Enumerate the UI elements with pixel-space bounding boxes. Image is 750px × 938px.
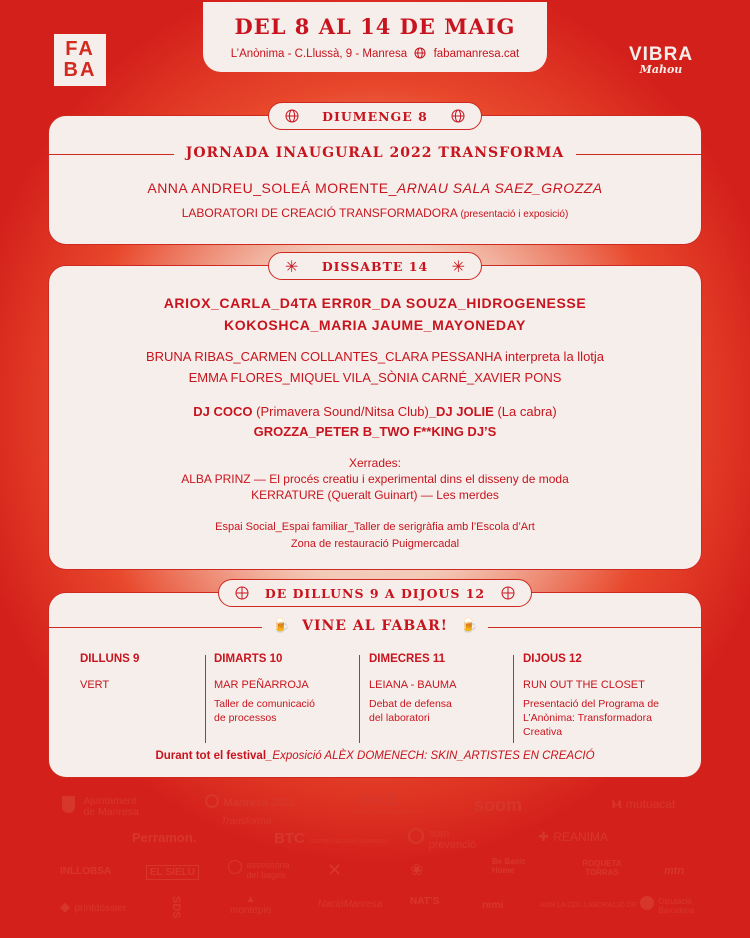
talk1-name: ALBA PRINZ [181,472,251,486]
day-activity: RUN OUT THE CLOSET [523,679,645,691]
collab-label: AMB LA COL·LABORACIÓ DE: [540,902,639,909]
talk2 [0,488,750,502]
weekday-grid [80,653,680,745]
montepio-icon: ▲ [245,894,256,905]
sunday-pill-label: DIUMENGE 8 [322,108,428,124]
sunday-title: JORNADA INAUGURAL 2022 TRANSFORMA [174,145,577,161]
uve-subtitle: Route to market data intelligence [350,810,424,816]
talk2-name: KERRATURE (Queralt Guinart) [251,488,418,502]
column-divider [205,655,206,743]
btc-subtitle: CENTRE D’ESTUDIS SUPERIORS [309,839,389,845]
transforma-text: Transforma [221,816,272,827]
diamond-icon: ◆ [60,899,70,914]
somprevencio-line2: prevenció [428,839,477,851]
mahou-text: Mahou [639,63,683,76]
mutuacat-text: mutuacat [625,797,676,811]
vibra-mahou-logo [624,44,698,76]
day-label: DIJOUS 12 [523,653,582,665]
reanima-logo [538,828,608,846]
exhibition-text: _Exposició ALÈX DOMENECH: SKIN_ARTISTES EN CREACIÓ [266,750,595,762]
manresa2022-logo [205,793,296,829]
saturday-extra2: Zona de restauració Puigmercadal [290,538,460,550]
day-monday [80,653,200,691]
sds-logo: SDS [170,896,182,919]
website-link[interactable]: fabamanresa.cat [433,48,520,60]
talk1-desc: — El procés creatiu i experimental dins el disseny de moda [250,472,569,486]
sparkle-icon: ✳ [451,259,465,276]
badge-icon: ❀ [410,862,424,879]
mtn-logo: mtn [664,865,685,877]
saturday-pill-label: DISSABTE 14 [321,258,429,274]
saturday-djs [0,404,750,419]
nacio-logo: NacióManresa [318,899,383,910]
sunday-lab-note: (presentació i exposició) [460,209,569,220]
talk1 [0,472,750,486]
uve-logo [350,790,424,816]
diputacio-logo [640,896,694,918]
globe-icon [285,109,299,128]
day-wednesday [369,653,509,725]
faba-logo [54,34,106,86]
festival-exhibition [0,750,750,762]
btc-text: BTC [274,830,305,847]
sunday-artists-b: ARNAU SALA SAEZ_GROZZA [396,180,603,196]
shield-icon [62,796,75,813]
sunday-pill [268,102,482,130]
vibra-text: VIBRA [628,44,694,65]
day-label: DIMECRES 11 [369,653,446,665]
day-activity: LEIANA - BAUMA [369,679,457,691]
saturday-line3: BRUNA RIBAS_CARMEN COLLANTES_CLARA PESSANHA interpreta la llotja [145,349,605,364]
fabar-box [262,617,488,634]
day-description: Taller de comunicació de processos [214,698,315,724]
day-description: Presentació del Programa de L’Anònima: Transformadora Creativa [523,698,659,738]
sunday-lab-title: LABORATORI DE CREACIÓ TRANSFORMADORA [181,206,458,220]
faba-logo-text: FABA [63,38,97,81]
sunday-lab [0,206,750,220]
montepio-text: montepio [230,905,272,916]
weekdays-pill [218,579,532,607]
somprevencio-logo [408,828,476,853]
saturday-extra1: Espai Social_Espai familiar_Taller de serigràfia amb l’Escola d’Art [215,521,535,533]
inllobsa-logo: INLLOBSA [60,866,112,877]
day-tuesday [214,653,354,725]
cross-icon: ✚ [538,829,549,844]
roqueta-logo: ROQUETA TORRAS [582,859,622,877]
day-thursday [523,653,683,739]
day-description: Debat de defensa del laboratori [369,698,452,724]
sunday-artists-a: ANNA ANDREU_SOLEÁ MORENTE_ [147,180,397,196]
assessoria-logo [228,860,289,883]
day-activity: VERT [80,679,110,691]
venue-address: L’Anònima - C.Llussà, 9 - Manresa [230,48,408,60]
montepio-logo [230,894,271,916]
diputacio-line2: Barcelona [658,906,695,915]
header-info [203,47,547,62]
dj2-note: (La cabra) [497,404,557,419]
column-divider [513,655,514,743]
somprevencio-line1: som [428,828,450,840]
reanima-text: REANIMA [553,830,609,844]
beer-icon: 🍺 [272,617,290,633]
mutuacat-icon: ⲙ [612,795,622,812]
ajuntament-logo [62,796,139,818]
printdossier-text: printdossier [74,903,127,914]
assessoria-line1: assessoria [246,860,290,870]
ajuntament-line2: de Manresa [83,806,139,818]
dj1-name: DJ COCO [193,404,253,419]
bebasic-logo: Be Basic Home [492,857,526,875]
weekdays-pill-label: DE DILLUNS 9 A DIJOUS 12 [264,585,486,601]
printdossier-logo [60,898,126,916]
saturday-pill [268,252,482,280]
target-icon [235,586,249,605]
festival-dates: DEL 8 AL 14 DE MAIG [234,14,516,39]
beer-icon: 🍺 [460,617,478,633]
exhibition-label: Durant tot el festival [155,750,267,762]
saturday-line4: EMMA FLORES_MIQUEL VILA_SÒNIA CARNÉ_XAVIER PONS [188,370,562,385]
dj2-name: _DJ JOLIE [428,404,494,419]
circle-icon [228,860,242,874]
perramon-logo: Perramon. [132,830,197,845]
saturday-line2: KOKOSHCA_MARIA JAUME_MAYONEDAY [224,317,526,333]
soom-logo: soom [474,795,523,815]
dj1-note: (Primavera Sound/Nitsa Club) [256,404,429,419]
fabar-title: VINE AL FABAR! [302,618,448,634]
globe-icon [451,109,465,128]
diputacio-line1: Diputació [658,897,692,906]
manresa2022-text: Manresa 2022 [223,797,296,809]
header-box [203,2,547,72]
circle-icon [205,794,219,808]
circle-icon [408,828,424,844]
column-divider [359,655,360,743]
uve-text: UVE [361,790,399,809]
nats-logo: NAT’S [410,896,440,907]
mutuacat-logo [612,795,675,813]
fabar-wrap [0,617,750,635]
day-label: DILLUNS 9 [80,653,140,665]
ajuntament-line1: Ajuntament [83,795,137,807]
sunday-artists [0,180,750,196]
saturday-line1: ARIOX_CARLA_D4TA ERR0R_DA SOUZA_HIDROGENESSE [163,295,587,311]
day-activity: MAR PEÑARROJA [214,679,309,691]
crossed-tools-icon: ✕ [327,860,343,880]
sparkle-icon: ✳ [285,259,299,276]
circle-icon [640,896,654,910]
day-label: DIMARTS 10 [214,653,283,665]
elsielu-logo: EL SIELU [146,865,199,880]
sunday-title-wrap [0,144,750,162]
talk2-desc: — Les merdes [417,488,499,502]
assessoria-line2: del bages [246,870,286,880]
btc-logo [274,830,389,848]
target-icon [501,586,515,605]
globe-icon [414,47,426,62]
remi-logo: remi [482,900,504,911]
saturday-line6: GROZZA_PETER B_TWO F**KING DJ’S [253,424,497,439]
talks-label: Xerrades: [348,456,402,470]
